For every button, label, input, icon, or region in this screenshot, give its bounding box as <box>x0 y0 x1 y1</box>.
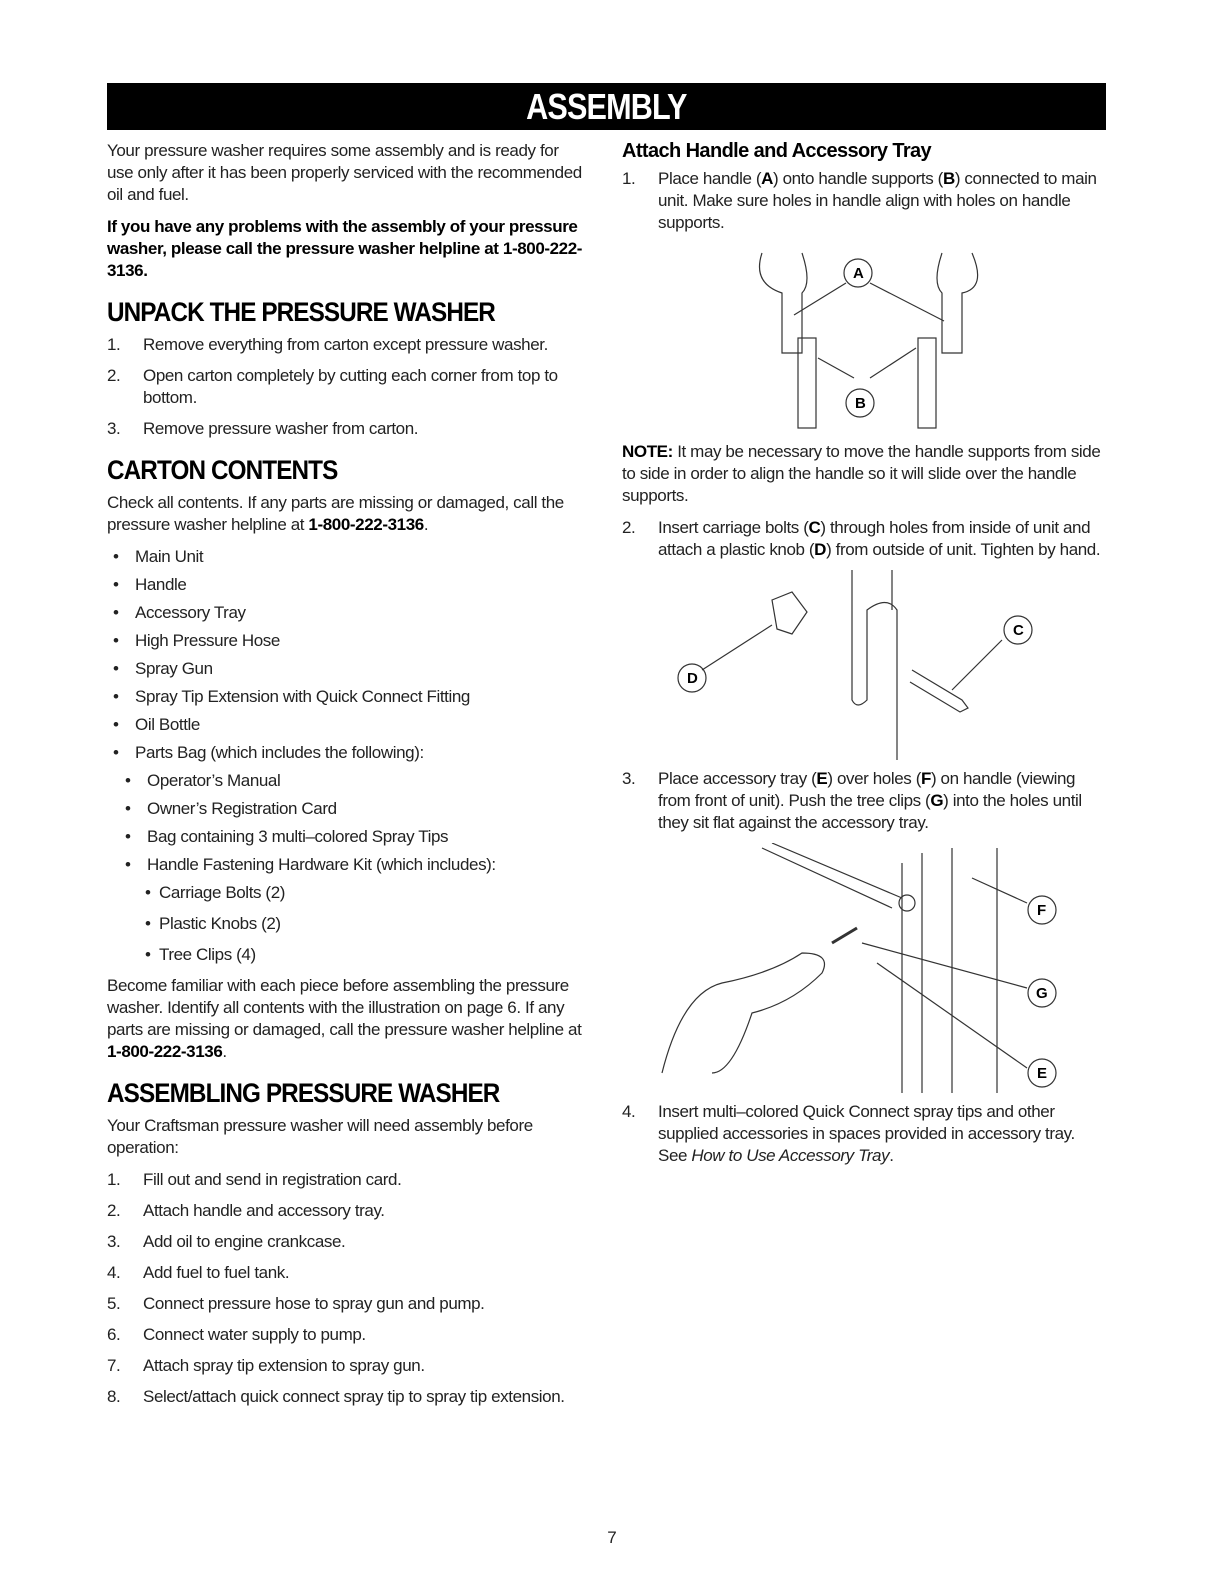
knob-drawing <box>772 592 807 634</box>
list-item <box>107 418 587 440</box>
step-text: ) into the holes until they sit flat against the accessory tray. <box>658 791 1082 832</box>
handle-drawing <box>852 570 897 760</box>
step-text: Connect pressure hose to spray gun and pump. <box>143 1294 485 1313</box>
list-item: • Tree Clips (4) <box>107 944 587 966</box>
step-number: 1. <box>107 335 121 354</box>
hardware-kit-items <box>107 882 587 966</box>
page-number: 7 <box>607 1528 617 1547</box>
support-left-drawing <box>798 338 816 428</box>
step-text: ) onto handle supports ( <box>772 169 943 188</box>
step-text: Open carton completely by cutting each corner from top to bottom. <box>143 366 558 407</box>
label-ref: B <box>942 169 955 188</box>
list-item: • Owner’s Registration Card <box>107 798 587 820</box>
step-number: 5. <box>107 1294 121 1313</box>
carton-heading: CARTON CONTENTS <box>107 455 338 485</box>
list-item: • Main Unit <box>107 546 587 568</box>
attach-steps-3 <box>622 768 1102 834</box>
section-banner <box>107 83 1106 130</box>
list-item: • Carriage Bolts (2) <box>107 882 587 904</box>
list-item <box>107 1169 587 1191</box>
attach-steps-2 <box>622 517 1102 561</box>
punct: . <box>889 1146 894 1165</box>
step-number: 2. <box>622 518 636 537</box>
hand-drawing <box>662 953 825 1073</box>
step-text: ) from outside of unit. Tighten by hand. <box>826 540 1101 559</box>
label-ref: A <box>761 169 773 188</box>
note-paragraph <box>622 441 1102 507</box>
list-item: • Spray Gun <box>107 658 587 680</box>
label-f: F <box>1037 902 1046 919</box>
accessory-tray-illustration <box>622 843 1102 1093</box>
unpack-steps <box>107 334 587 440</box>
step-number: 3. <box>107 419 121 438</box>
label-ref: E <box>816 769 828 788</box>
list-item: • Handle <box>107 574 587 596</box>
step-text: Attach spray tip extension to spray gun. <box>143 1356 425 1375</box>
list-item <box>622 768 1102 834</box>
parts-bag-items <box>107 770 587 876</box>
label-g: G <box>1036 985 1048 1002</box>
attach-steps-4 <box>622 1101 1102 1167</box>
arrow-line-f <box>972 878 1027 903</box>
label-d: D <box>687 670 698 687</box>
note-label: NOTE: <box>622 442 673 461</box>
helpline-phone: 1-800-222-3136 <box>308 515 424 534</box>
list-item: • Bag containing 3 multi–colored Spray Tips <box>107 826 587 848</box>
carton-items <box>107 546 587 764</box>
list-item <box>107 1355 587 1377</box>
list-item: • High Pressure Hose <box>107 630 587 652</box>
assembling-steps <box>107 1169 587 1408</box>
arrow-line-g <box>862 943 1027 988</box>
helpline-note: If you have any problems with the assembly of your pressure washer, please call the pressure washer helpline at 1-800-222-3136. <box>107 217 583 280</box>
step-text: Place handle ( <box>658 169 762 188</box>
arrow-line-b <box>818 358 854 378</box>
carton-intro <box>107 492 587 536</box>
list-item <box>107 365 587 409</box>
bolt-knob-illustration <box>622 570 1102 760</box>
label-ref: F <box>920 769 931 788</box>
punct: . <box>222 1042 227 1061</box>
right-column <box>622 140 1102 1176</box>
step-number: 4. <box>107 1263 121 1282</box>
list-item <box>107 1386 587 1408</box>
attach-heading: Attach Handle and Accessory Tray <box>622 140 932 162</box>
label-c: C <box>1013 622 1024 639</box>
label-e: E <box>1037 1065 1047 1082</box>
step-text: Attach handle and accessory tray. <box>143 1201 385 1220</box>
helpline-phone: 1-800-222-3136 <box>107 1042 223 1061</box>
left-column <box>107 140 587 1417</box>
list-item: • Spray Tip Extension with Quick Connect Fitting <box>107 686 587 708</box>
list-item: • Plastic Knobs (2) <box>107 913 587 935</box>
list-item <box>107 1231 587 1253</box>
list-item: • Parts Bag (which includes the following): <box>107 742 587 764</box>
step-text: Place accessory tray ( <box>658 769 817 788</box>
arrow-line-b <box>870 348 916 378</box>
assembling-intro: Your Craftsman pressure washer will need assembly before operation: <box>107 1116 533 1157</box>
list-item <box>622 1101 1102 1167</box>
step-text: Fill out and send in registration card. <box>143 1170 402 1189</box>
label-a: A <box>853 265 864 282</box>
step-text: Select/attach quick connect spray tip to spray tip extension. <box>143 1387 565 1406</box>
list-item <box>622 517 1102 561</box>
bolt-drawing <box>910 670 968 712</box>
list-item: • Accessory Tray <box>107 602 587 624</box>
step-number: 6. <box>107 1325 121 1344</box>
tray-drawing <box>762 843 902 908</box>
step-text: Remove pressure washer from carton. <box>143 419 419 438</box>
step-text: ) over holes ( <box>827 769 921 788</box>
label-ref: G <box>930 791 944 810</box>
step-number: 2. <box>107 366 121 385</box>
label-ref: D <box>814 540 827 559</box>
step-text: Insert multi–colored Quick Connect spray tips and other supplied accessories in spaces provided in accessory tray. See <box>658 1102 1075 1165</box>
list-item <box>107 1200 587 1222</box>
arrow-line-a <box>870 283 944 321</box>
carton-outro-text: Become familiar with each piece before assembling the pressure washer. Identify all contents with the illustration on page 6. If any parts are missing or damaged, call the pressure washer helpline at <box>107 976 582 1039</box>
step-text: ) connected to main unit. Make sure holes in handle align with holes on handle supports. <box>658 169 1097 232</box>
step-number: 1. <box>622 169 636 188</box>
list-item <box>107 1293 587 1315</box>
label-ref: C <box>808 518 821 537</box>
step-text: Add fuel to fuel tank. <box>143 1263 290 1282</box>
step-text: Insert carriage bolts ( <box>658 518 809 537</box>
step-number: 8. <box>107 1387 121 1406</box>
note-text: It may be necessary to move the handle supports from side to side in order to align the handle so it will slide over the handle supports. <box>622 442 1101 505</box>
list-item <box>622 168 1102 234</box>
arrow-line-c <box>952 640 1002 690</box>
step-text: ) on handle (viewing from front of unit). Push the tree clips ( <box>658 769 1076 810</box>
list-item <box>107 334 587 356</box>
label-b: B <box>855 395 866 412</box>
intro-paragraph: Your pressure washer requires some assembly and is ready for use only after it has been properly serviced with the recommended oil and fuel. <box>107 141 582 204</box>
assembling-heading: ASSEMBLING PRESSURE WASHER <box>107 1078 500 1108</box>
step-text: Remove everything from carton except pressure washer. <box>143 335 548 354</box>
step-number: 7. <box>107 1356 121 1375</box>
list-item <box>107 1262 587 1284</box>
arrow-line-d <box>702 625 772 670</box>
step-text: Connect water supply to pump. <box>143 1325 366 1344</box>
unpack-heading: UNPACK THE PRESSURE WASHER <box>107 297 495 327</box>
step-number: 2. <box>107 1201 121 1220</box>
step-number: 3. <box>622 769 636 788</box>
step-text: ) through holes from inside of unit and attach a plastic knob ( <box>658 518 1091 559</box>
list-item <box>107 1324 587 1346</box>
step-text: Add oil to engine crankcase. <box>143 1232 346 1251</box>
list-item: • Handle Fastening Hardware Kit (which includes): <box>107 854 587 876</box>
punct: . <box>423 515 429 534</box>
section-reference: How to Use Accessory Tray <box>691 1146 890 1165</box>
handle-drawing <box>902 848 997 1093</box>
handle-support-illustration <box>622 243 1102 433</box>
support-right-drawing <box>918 338 936 428</box>
list-item: • Oil Bottle <box>107 714 587 736</box>
step-number: 3. <box>107 1232 121 1251</box>
banner-title: ASSEMBLY <box>526 86 687 127</box>
handle-right-drawing <box>937 253 978 353</box>
carton-outro <box>107 975 587 1063</box>
step-number: 1. <box>107 1170 121 1189</box>
list-item: • Operator’s Manual <box>107 770 587 792</box>
attach-steps <box>622 168 1102 234</box>
carton-intro-text: Check all contents. If any parts are missing or damaged, call the pressure washer helpline at <box>107 493 564 534</box>
step-number: 4. <box>622 1102 636 1121</box>
tree-clip-drawing <box>832 928 857 943</box>
